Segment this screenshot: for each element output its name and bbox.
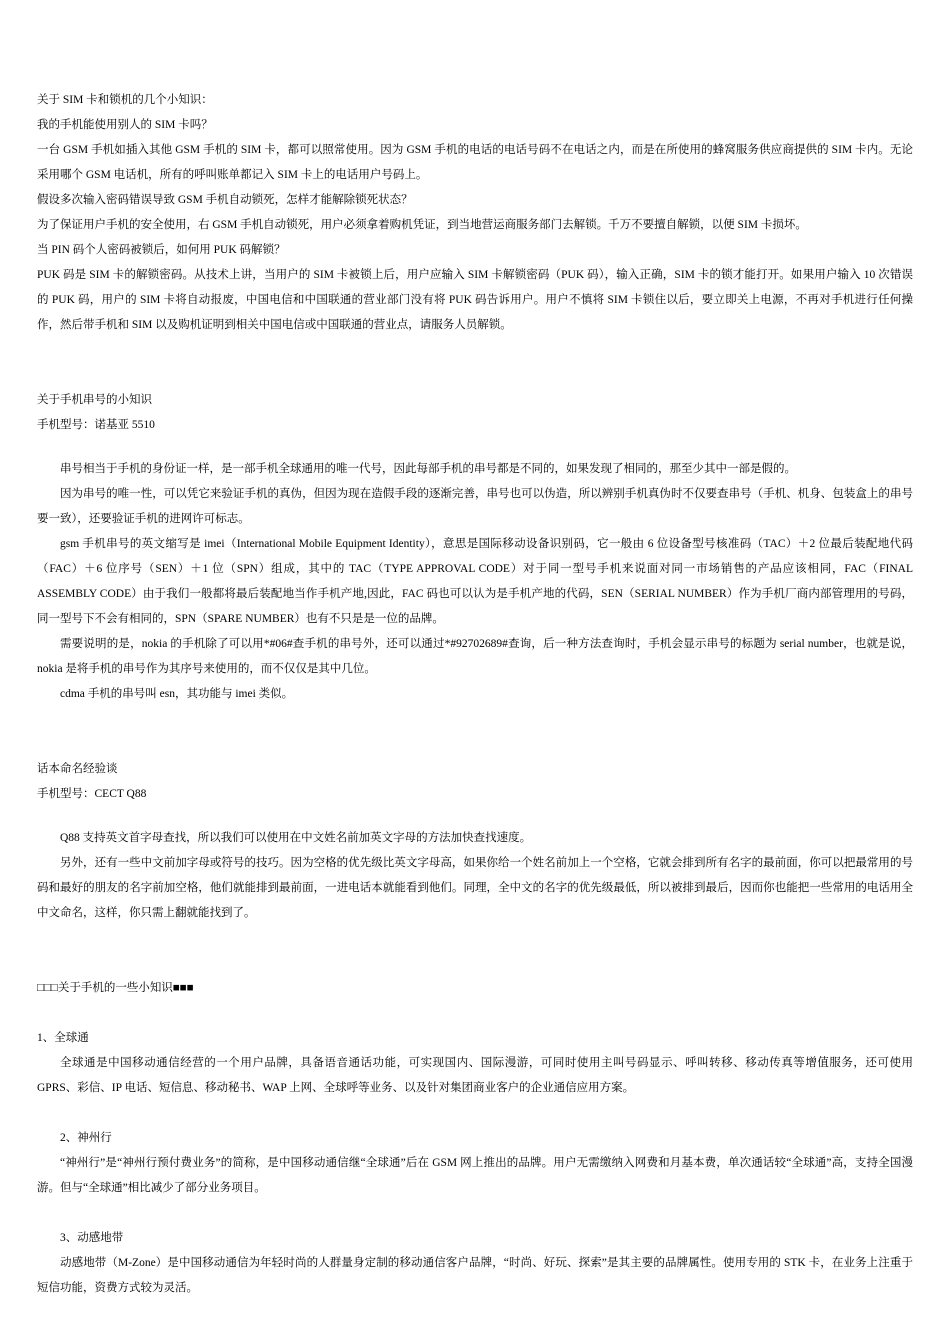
section-sim-card bbox=[37, 88, 913, 338]
spacer bbox=[37, 1201, 913, 1226]
spacer bbox=[37, 707, 913, 757]
section-title: 关于手机串号的小知识 bbox=[37, 394, 152, 406]
item-body: 动感地带（M-Zone）是中国移动通信为年轻时尚的人群量身定制的移动通信客户品牌，“时尚、好玩、探索”是其主要的品牌属性。使用专用的 STK 卡，在业务上注重于短信功能，资费方式较为灵活。 bbox=[37, 1257, 913, 1294]
answer: 为了保证用户手机的安全使用，右 GSM 手机自动锁死，用户必须拿着购机凭证，到当地营运商服务部门去解锁。千万不要擅自解锁，以便 SIM 卡损坏。 bbox=[37, 219, 807, 231]
spacer bbox=[37, 1101, 913, 1126]
section-serial-number bbox=[37, 388, 913, 707]
spacer bbox=[37, 338, 913, 388]
phone-model: 手机型号：诺基亚 5510 bbox=[37, 419, 155, 431]
phone-model: 手机型号：CECT Q88 bbox=[37, 788, 147, 800]
paragraph: 串号相当于手机的身份证一样，是一部手机全球通用的唯一代号，因此每部手机的串号都是不同的，如果发现了相同的，那至少其中一部是假的。 bbox=[60, 463, 796, 475]
paragraph: 因为串号的唯一性，可以凭它来验证手机的真伪，但因为现在造假手段的逐渐完善，串号也可以伪造，所以辨别手机真伪时不仅要查串号（手机、机身、包装盒上的串号要一致），还要验证手机的进网许可标志。 bbox=[37, 488, 913, 525]
spacer bbox=[37, 807, 913, 826]
paragraph: Q88 支持英文首字母查找，所以我们可以使用在中文姓名前加英文字母的方法加快查找速度。 bbox=[60, 832, 532, 844]
paragraph: 需要说明的是，nokia 的手机除了可以用*#06#查手机的串号外，还可以通过*#92702689#查询，后一种方法查询时，手机会显示串号的标题为 serial number，也就是说，nokia 是将手机的串号作为其序号来使用的，而不仅仅是其中几位。 bbox=[37, 638, 913, 675]
paragraph: cdma 手机的串号叫 esn，其功能与 imei 类似。 bbox=[60, 688, 294, 700]
document-page bbox=[37, 88, 913, 1301]
section-phone-tips bbox=[37, 976, 913, 1301]
item-title: 3、动感地带 bbox=[60, 1232, 124, 1244]
section-title: □□□关于手机的一些小知识■■■ bbox=[37, 982, 194, 994]
question: 假设多次输入密码错误导致 GSM 手机自动锁死，怎样才能解除锁死状态？ bbox=[37, 194, 413, 206]
paragraph: gsm 手机串号的英文缩写是 imei（International Mobile Equipment Identity），意思是国际移动设备识别码，它一般由 6 位设备型号核准码（TAC）＋2 位最后装配地代码（FAC）＋6 位序号（SEN）＋1 位（SPN）组成，其中的 TAC（TYPE APPROVAL CODE）对于同一型号手机来说面对同一市场销售的产品应该相同，FAC（FINAL ASSEMBLY CODE）由于我们一般都将最后装配地当作手机产地,因此，FAC 码也可以认为是手机产地的代码，SEN（SERIAL NUMBER）作为手机厂商内部管理用的号码，同一型号下不会有相同的，SPN（SPARE NUMBER）也有不只是是一位的品牌。 bbox=[37, 538, 913, 625]
item-title: 1、全球通 bbox=[37, 1032, 89, 1044]
section-title: 话本命名经验谈 bbox=[37, 763, 118, 775]
paragraph: 另外，还有一些中文前加字母或符号的技巧。因为空格的优先级比英文字母高，如果你给一个姓名前加上一个空格，它就会排到所有名字的最前面，你可以把最常用的号码和最好的朋友的名字前加空格，他们就能排到最前面，一进电话本就能看到他们。同理，全中文的名字的优先级最低，所以被排到最后，因而你也能把一些常用的电话用全中文命名，这样，你只需上翻就能找到了。 bbox=[37, 857, 913, 919]
section-phonebook-naming bbox=[37, 757, 913, 926]
item-body: “神州行”是“神州行预付费业务”的简称，是中国移动通信继“全球通”后在 GSM 网上推出的品牌。用户无需缴纳入网费和月基本费，单次通话较“全球通”高，支持全国漫游。但与“全球通”相比减少了部分业务项目。 bbox=[37, 1157, 913, 1194]
section-title: 关于 SIM 卡和锁机的几个小知识： bbox=[37, 94, 213, 106]
question: 当 PIN 码个人密码被锁后，如何用 PUK 码解锁？ bbox=[37, 244, 286, 256]
answer: PUK 码是 SIM 卡的解锁密码。从技术上讲，当用户的 SIM 卡被锁上后，用户应输入 SIM 卡解锁密码（PUK 码），输入正确，SIM 卡的锁才能打开。如果用户输入 10 次错误的 PUK 码，用户的 SIM 卡将自动报废，中国电信和中国联通的营业部门没有将 PUK 码告诉用户。用户不慎将 SIM 卡锁住以后，要立即关上电源，不再对手机进行任何操作，然后带手机和 SIM 以及购机证明到相关中国电信或中国联通的营业点，请服务人员解锁。 bbox=[37, 269, 913, 331]
item-body: 全球通是中国移动通信经营的一个用户品牌，具备语音通话功能，可实现国内、国际漫游，可同时使用主叫号码显示、呼叫转移、移动传真等增值服务，还可使用 GPRS、彩信、IP 电话、短信息、移动秘书、WAP 上网、全球呼等业务、以及针对集团商业客户的企业通信应用方案。 bbox=[37, 1057, 913, 1094]
spacer bbox=[37, 1001, 913, 1026]
question: 我的手机能使用别人的 SIM 卡吗？ bbox=[37, 119, 213, 131]
answer: 一台 GSM 手机如插入其他 GSM 手机的 SIM 卡，都可以照常使用。因为 GSM 手机的电话的电话号码不在电话之内，而是在所使用的蜂窝服务供应商提供的 SIM 卡内。无论采用哪个 GSM 电话机，所有的呼叫账单都记入 SIM 卡上的电话用户号码上。 bbox=[37, 144, 913, 181]
spacer bbox=[37, 926, 913, 976]
spacer bbox=[37, 438, 913, 457]
item-title: 2、神州行 bbox=[60, 1132, 112, 1144]
